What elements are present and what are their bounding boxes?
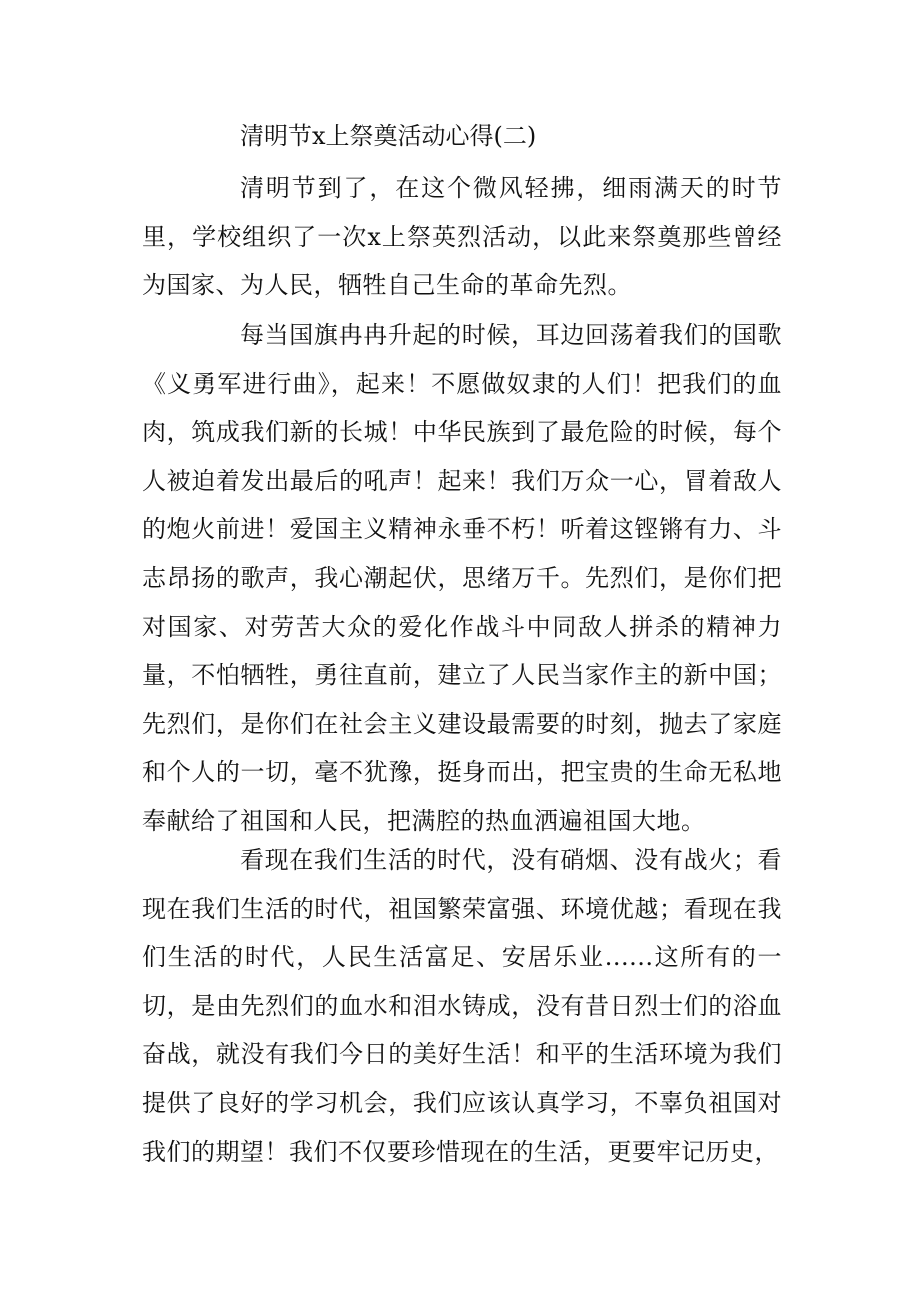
paragraph-2: 每当国旗冉冉升起的时候，耳边回荡着我们的国歌《义勇军进行曲》，起来！不愿做奴隶的人们！把我们的血肉，筑成我们新的长城！中华民族到了最危险的时候，每个人被迫着发出最后的吼声！起来！我们万众一心，冒着敌人的炮火前进！爱国主义精神永垂不朽！听着这铿锵有力、斗志昂扬的歌声，我心潮起伏，思绪万千。先烈们，是你们把对国家、对劳苦大众的爱化作战斗中同敌人拼杀的精神力量，不怕牺牲，勇往直前，建立了人民当家作主的新中国；先烈们，是你们在社会主义建设最需要的时刻，抛去了家庭和个人的一切，毫不犹豫，挺身而出，把宝贵的生命无私地奉献给了祖国和人民，把满腔的热血洒遍祖国大地。 xyxy=(142,321,782,835)
paragraph-1: 清明节到了，在这个微风轻拂，细雨满天的时节里，学校组织了一次x上祭英烈活动，以此来祭奠那些曾经为国家、为人民，牺牲自己生命的革命先烈。 xyxy=(142,174,782,300)
paragraph-3: 看现在我们生活的时代，没有硝烟、没有战火；看现在我们生活的时代，祖国繁荣富强、环境优越；看现在我们生活的时代，人民生活富足、安居乐业......这所有的一切，是由先烈们的血水和泪水铸成，没有昔日烈士们的浴血奋战，就没有我们今日的美好生活！和平的生活环境为我们提供了良好的学习机会，我们应该认真学习，不辜负祖国对我们的期望！我们不仅要珍惜现在的生活，更要牢记历史， xyxy=(142,846,782,1166)
document-title: 清明节x上祭奠活动心得(二) xyxy=(240,122,537,150)
